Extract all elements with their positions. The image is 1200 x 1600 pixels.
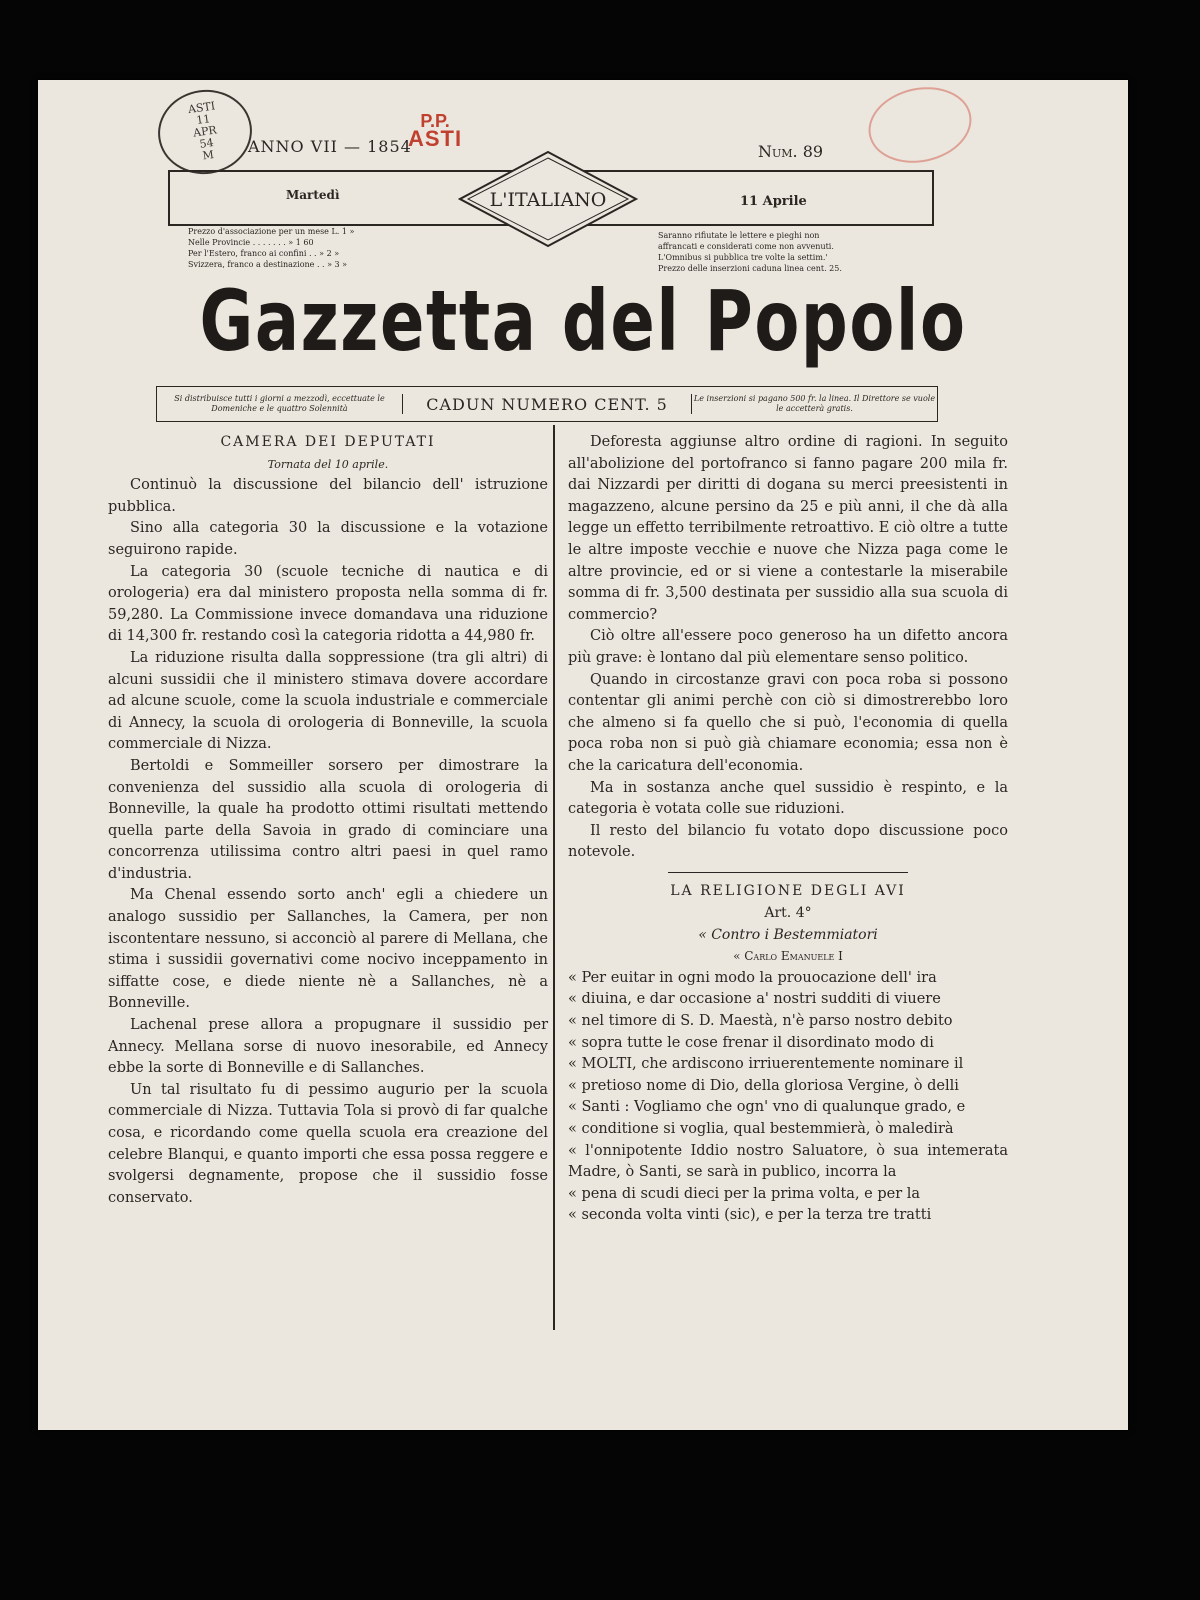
quote-line: « sopra tutte le cose frenar il disordinato modo di <box>568 1034 934 1051</box>
article-subheading: « Contro i Bestemmiatori <box>698 926 878 943</box>
column-divider <box>553 425 555 1330</box>
notice-line: L'Omnibus si pubblica tre volte la settim.' <box>658 253 828 262</box>
postmark-stamp <box>153 84 258 180</box>
article-heading: LA RELIGIONE DEGLI AVI <box>670 883 906 900</box>
distribution-note: Si distribuisce tutti i giorni a mezzodì, eccettuate le Domeniche e le quattro Solennità <box>157 394 403 414</box>
notice-line: Saranno rifiutate le lettere e pieghi non <box>658 231 820 240</box>
quote-line: « seconda volta vinti (sic), e per la terza tre tratti <box>568 1207 932 1224</box>
article-number: Art. 4° <box>764 904 812 921</box>
issue-number: Num. 89 <box>758 142 824 161</box>
emblem-diamond <box>458 150 638 248</box>
quote-line: « Santi : Vogliamo che ogn' vno di qualunque grado, e <box>568 1099 966 1116</box>
quote-line: « diuina, e dar occasione a' nostri sudditi di viuere <box>568 991 941 1008</box>
section-rule <box>668 872 908 874</box>
subscription-line: Prezzo d'associazione per un mese L. 1 » <box>188 227 355 236</box>
weekday: Martedì <box>286 188 340 202</box>
quoted-edict <box>568 968 1008 1227</box>
left-column <box>108 432 548 1209</box>
notice-line: Prezzo delle inserzioni caduna linea cent. 25. <box>658 264 842 273</box>
subscription-line: Nelle Provincie . . . . . . . » 1 60 <box>188 238 314 247</box>
red-circular-stamp <box>861 78 978 172</box>
newspaper-title: Gazzetta del Popolo <box>199 272 967 370</box>
paragraph: Sino alla categoria 30 la discussione e la votazione seguirono rapide. <box>108 520 548 558</box>
postmark-line: 11 <box>195 112 212 128</box>
newspaper-page <box>38 80 1128 1430</box>
quote-line: « pretioso nome di Dio, della gloriosa Vergine, ò delli <box>568 1077 959 1094</box>
red-postal-mark <box>408 111 463 151</box>
paragraph: Un tal risultato fu di pessimo augurio per la scuola commerciale di Nizza. Tuttavia Tola si provò di far qualche cosa, e ricordando come quella scuola era creazione del celebre Blanqui, e quanto importi che essa possa reggere e svolgersi degnamente, propose che il sussidio fosse conservato. <box>108 1081 548 1206</box>
subscription-line: Per l'Estero, franco ai confini . . » 2 » <box>188 249 340 258</box>
emblem-text: L'ITALIANO <box>489 189 607 211</box>
notice-line: affrancati e considerati come non avvenuti. <box>658 242 834 251</box>
quote-line: « Per euitar in ogni modo la prouocazione dell' ira <box>568 969 937 986</box>
price-bar <box>156 386 938 422</box>
postmark-line: ASTI <box>187 99 216 117</box>
section-heading: CAMERA DEI DEPUTATI <box>220 434 436 450</box>
paragraph: Bertoldi e Sommeiller sorsero per dimostrare la convenienza del sussidio alla scuola di orologeria di Bonneville, la quale ha prodotto ottimi risultati mettendo quella parte della Savoia in grado di cominciare una concorrenza utilissima contro altri paesi in quel ramo d'industria. <box>108 757 548 882</box>
postmark-line: 54 <box>198 135 215 151</box>
section-subheading: Tornata del 10 aprile. <box>267 457 389 471</box>
subscription-prices <box>188 226 468 270</box>
postmark-line: APR <box>192 123 218 140</box>
paragraph: Il resto del bilancio fu votato dopo discussione poco notevole. <box>568 822 1008 861</box>
issue-price: CADUN NUMERO CENT. 5 <box>426 394 668 414</box>
advert-note: Le inserzioni si pagano 500 fr. la linea. Il Direttore se vuole le accetterà gratis. <box>691 394 937 414</box>
paragraph: Deforesta aggiunse altro ordine di ragioni. In seguito all'abolizione del portofranco si fanno pagare 200 mila fr. dai Nizzardi per diritti di dogana su merci preesistenti in magazzeno, alcune persino da 25 e più anni, il che dà alla legge un effetto terribilmente retroattivo. E ciò oltre a tutte le altre imposte vecchie e nuove che Nizza paga come le altre provincie, ed or si viene a contestarle la miserabile somma di fr. 3,500 destinata per sussidio alla sua scuola di commercio? <box>568 434 1008 623</box>
paragraph: Lachenal prese allora a propugnare il sussidio per Annecy. Mellana sorse di nuovo inesorabile, ed Annecy ebbe la sorte di Bonneville e di Sallanches. <box>108 1017 548 1077</box>
postmark-line: M <box>201 148 215 163</box>
paragraph: Ciò oltre all'essere poco generoso ha un difetto ancora più grave: è lontano dal più elementare senso politico. <box>568 628 1008 666</box>
paragraph: Quando in circostanze gravi con poca roba si possono contentar gli animi perchè con ciò si dimostrerebbo loro che almeno si fa quello che si può, l'economia di quella poca roba non si può già chiamare economia; essa non è che la caricatura dell'economia. <box>568 671 1008 774</box>
quote-line: « conditione si voglia, qual bestemmierà, ò maledirà <box>568 1120 954 1137</box>
quote-line: « MOLTI, che ardiscono irriuerentemente nominare il <box>568 1056 964 1073</box>
red-mark-top: P.P. <box>420 111 450 131</box>
subscription-line: Svizzera, franco a destinazione . . » 3 » <box>188 260 348 269</box>
paragraph: La riduzione risulta dalla soppressione (tra gli altri) di alcuni sussidii che il ministero stimava dovere accordare ad alcune scuole, come la scuola industriale e commerciale di Annecy, la scuola di orologeria di Bonneville, la scuola commerciale di Nizza. <box>108 649 548 753</box>
quote-line: « nel timore di S. D. Maestà, n'è parso nostro debito <box>568 1012 953 1029</box>
article-author: « Carlo Emanuele I <box>733 949 843 964</box>
right-column <box>568 432 1008 1227</box>
issue-date: 11 Aprile <box>740 194 807 209</box>
paragraph: La categoria 30 (scuole tecniche di nautica e di orologeria) era dal ministero proposta nella somma di fr. 59,280. La Commissione invece domandava una riduzione di 14,300 fr. restando così la categoria ridotta a 44,980 fr. <box>108 563 548 645</box>
year-line: ANNO VII — 1854 <box>248 137 412 156</box>
red-mark-bottom: ASTI <box>408 126 463 151</box>
publication-notes <box>658 230 918 274</box>
paragraph: Continuò la discussione del bilancio dell' istruzione pubblica. <box>108 477 548 515</box>
paragraph: Ma in sostanza anche quel sussidio è respinto, e la categoria è votata colle sue riduzioni. <box>568 779 1008 818</box>
paragraph: Ma Chenal essendo sorto anch' egli a chiedere un analogo sussidio per Sallanches, la Camera, per non iscontentare nessuno, si acconciò al parere di Mellana, che stima i sussidii governativi come nocivo inceppamento in siffatte cose, e diede niente nè a Sallanches, nè a Bonneville. <box>108 887 548 1012</box>
quote-line: « pena di scudi dieci per la prima volta, e per la <box>568 1185 921 1202</box>
quote-line: « l'onnipotente Iddio nostro Saluatore, ò sua intemerata Madre, ò Santi, se sarà in publico, incorra la <box>568 1142 1008 1181</box>
